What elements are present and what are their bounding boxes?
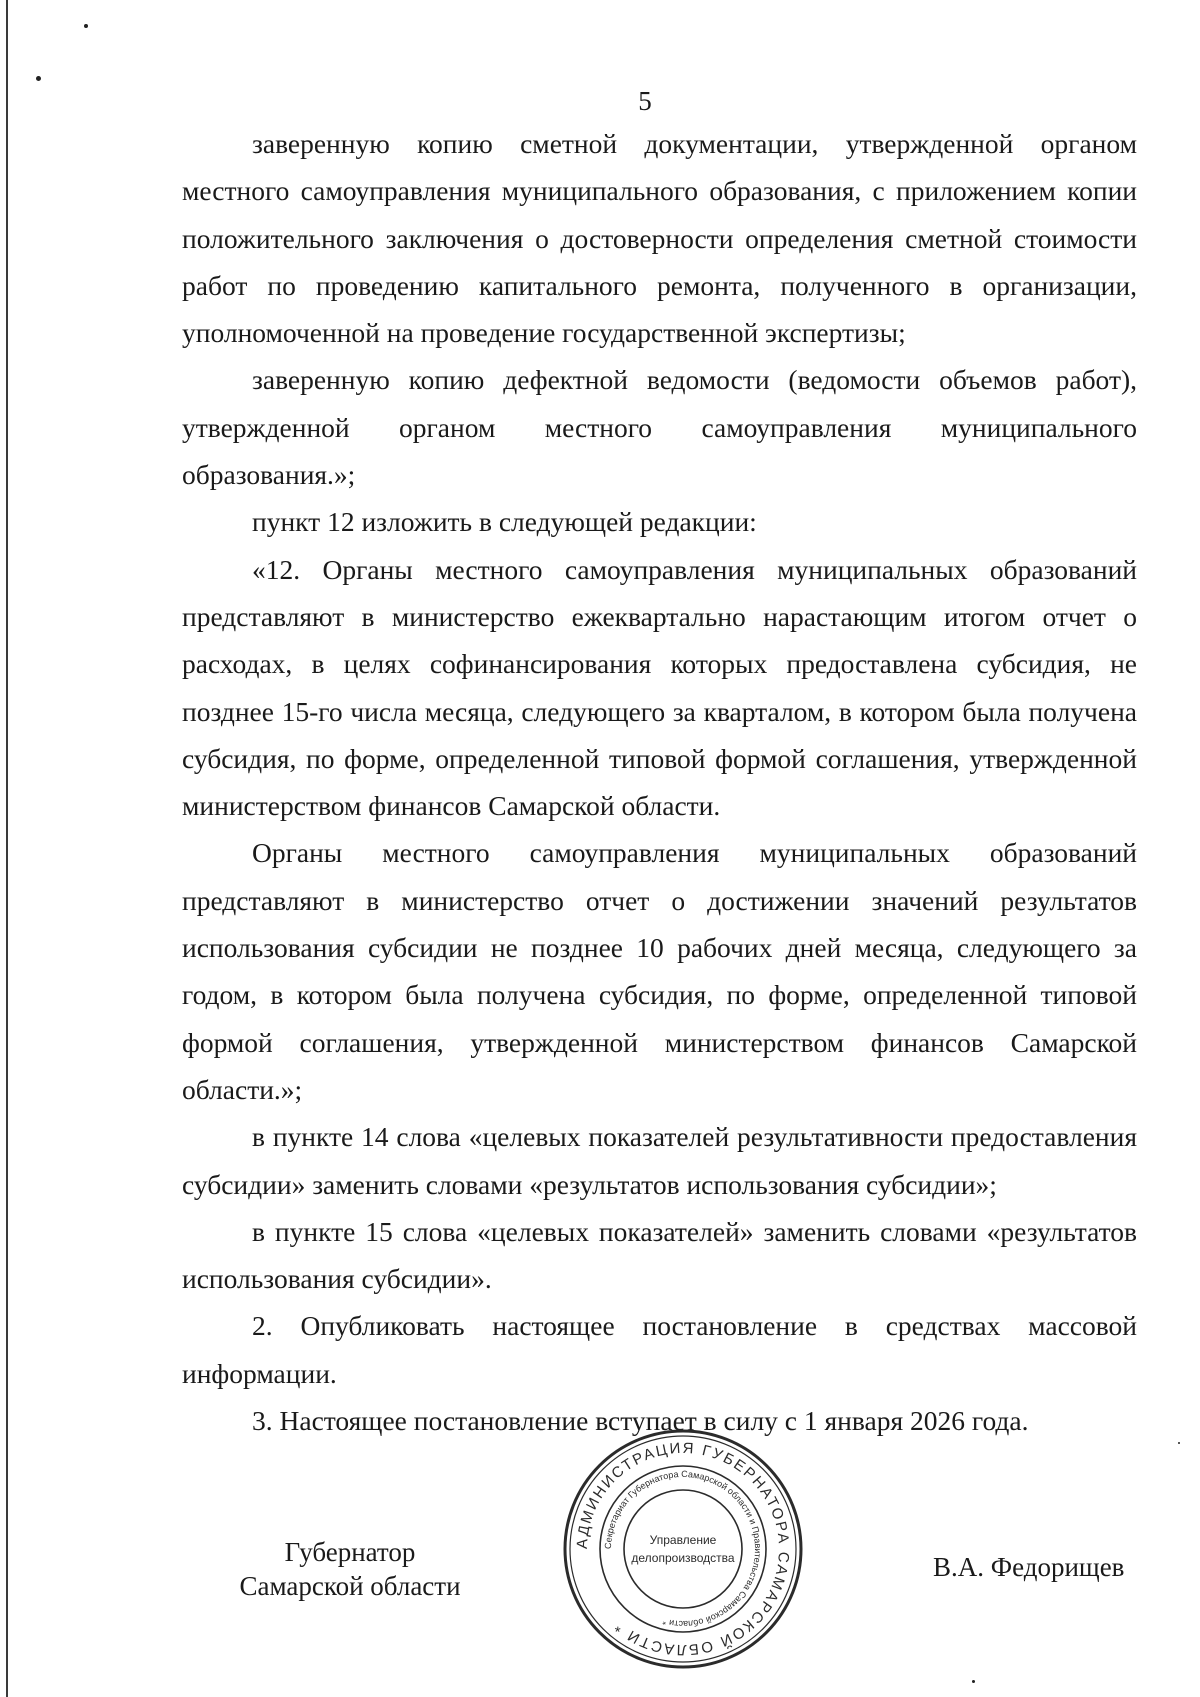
seal-inner-text: Секретариат Губернатора Самарской области и Правительства Самарской области * bbox=[602, 1468, 764, 1630]
signatory-name: В.А. Федорищев bbox=[933, 1552, 1125, 1582]
signatory-position bbox=[220, 1535, 480, 1603]
scan-speck bbox=[36, 76, 41, 81]
scan-page-edge bbox=[6, 0, 8, 1697]
paragraph: Органы местного самоуправления муниципальных образований представляют в министерство отчет о достижении значений результатов использования субсидии не позднее 10 рабочих дней месяца, следующего за годом, в котором была получена субсидия, по форме, определенной типовой формой соглашения, утвержденной министерством финансов Самарской области.»; bbox=[182, 837, 1137, 1105]
paragraph: 2. Опубликовать настоящее постановление в средствах массовой информации. bbox=[182, 1310, 1137, 1389]
paragraph: заверенную копию сметной документации, утвержденной органом местного самоуправления муниципального образования, с приложением копии положительного заключения о достоверности определения сметной стоимости работ по проведению капитального ремонта, полученного в организации, уполномоченной на проведение государственной экспертизы; bbox=[182, 128, 1137, 349]
paragraph: пункт 12 изложить в следующей редакции: bbox=[252, 506, 757, 538]
paragraph: «12. Органы местного самоуправления муниципальных образований представляют в министерство ежеквартально нарастающим итогом отчет о расходах, в целях софинансирования которых предоставлена субсидия, не позднее 15-го числа месяца, следующего за кварталом, в котором была получена субсидия, по форме, определенной типовой формой соглашения, утвержденной министерством финансов Самарской области. bbox=[182, 553, 1137, 822]
page-number: 5 bbox=[638, 86, 652, 116]
paragraph: заверенную копию дефектной ведомости (ведомости объемов работ), утвержденной органом местного самоуправления муниципального образования.»; bbox=[182, 364, 1137, 491]
signatory-position-line: Самарской области bbox=[239, 1571, 461, 1601]
scan-speck bbox=[972, 1680, 975, 1683]
paragraph: в пункте 15 слова «целевых показателей» заменить словами «результатов использования субсидии». bbox=[182, 1215, 1137, 1295]
signatory-position-line: Губернатор bbox=[284, 1537, 416, 1567]
scan-speck bbox=[1178, 1442, 1180, 1444]
paragraph: в пункте 14 слова «целевых показателей результативности предоставления субсидии» заменить словами «результатов использования субсидии»; bbox=[182, 1121, 1137, 1200]
seal-center-line: делопроизводства bbox=[631, 1551, 735, 1565]
seal-outer-text: АДМИНИСТРАЦИЯ ГУБЕРНАТОРА САМАРСКОЙ ОБЛАСТИ * bbox=[573, 1439, 793, 1659]
official-seal bbox=[558, 1424, 808, 1674]
paragraph: 3. Настоящее постановление вступает в силу с 1 января 2026 года. bbox=[252, 1405, 1029, 1437]
scan-speck bbox=[84, 24, 88, 28]
seal-center-line: Управление bbox=[649, 1533, 717, 1547]
seal-rings bbox=[565, 1431, 801, 1667]
document-body bbox=[182, 120, 1137, 1444]
